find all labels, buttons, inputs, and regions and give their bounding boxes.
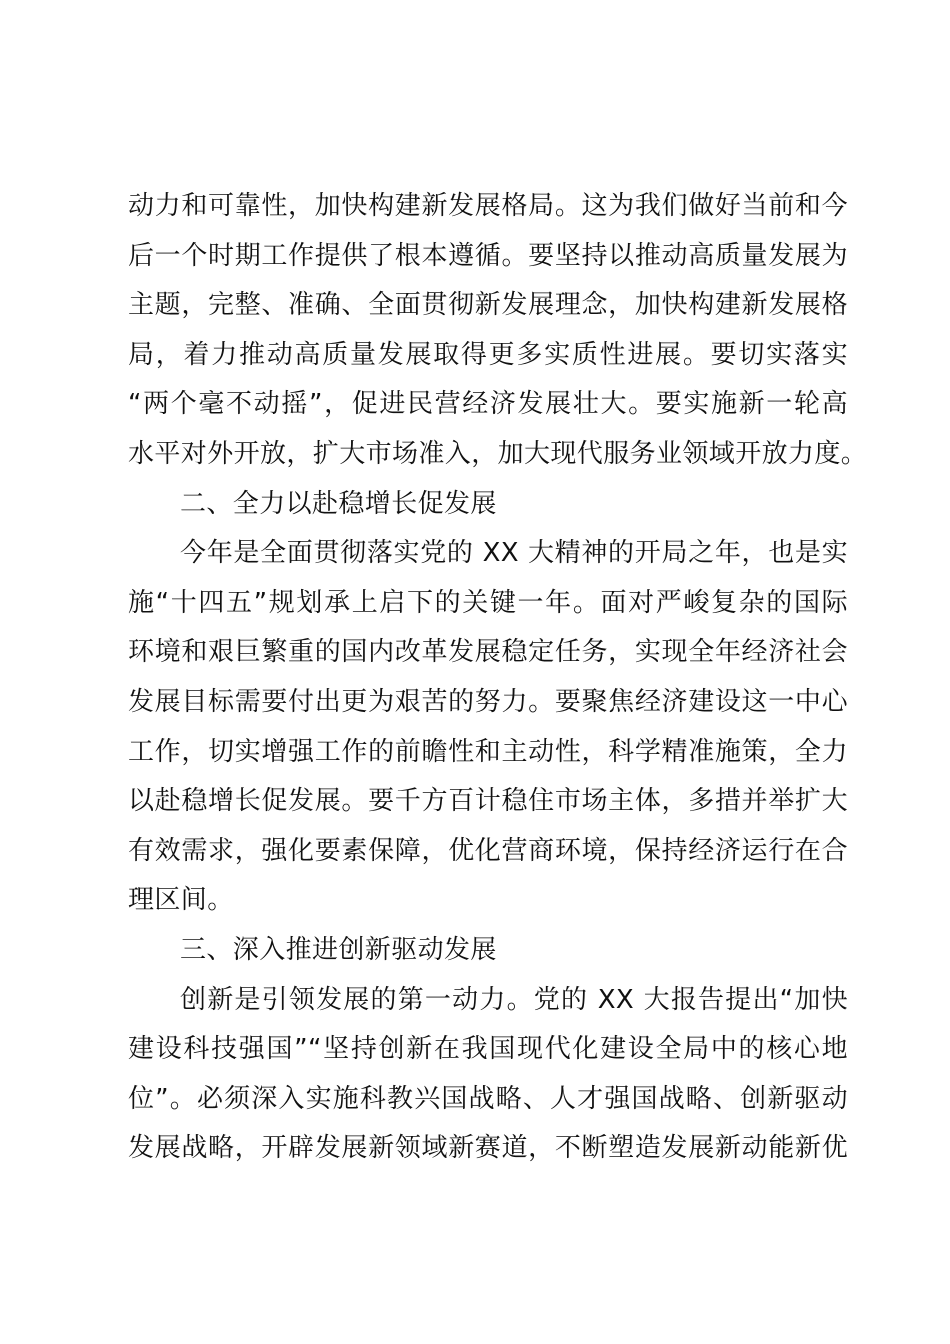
text-line: 环境和艰巨繁重的国内改革发展稳定任务，实现全年经济社会 bbox=[128, 637, 848, 668]
body-text bbox=[128, 182, 868, 1174]
text-line: 位”。必须深入实施科教兴国战略、人才强国战略、创新驱动 bbox=[128, 1083, 848, 1114]
text-line: 局，着力推动高质量发展取得更多实质性进展。要切实落实 bbox=[128, 339, 848, 370]
text-line: 以赴稳增长促发展。要千方百计稳住市场主体，多措并举扩大 bbox=[128, 786, 848, 817]
text-line: 水平对外开放，扩大市场准入，加大现代服务业领域开放力度。 bbox=[128, 438, 868, 469]
text-line: 施“十四五”规划承上启下的关键一年。面对严峻复杂的国际 bbox=[128, 587, 848, 618]
section-heading: 二、全力以赴稳增长促发展 bbox=[180, 488, 497, 519]
text-line: 创新是引领发展的第一动力。党的 XX 大报告提出“加快 bbox=[180, 984, 848, 1015]
text-line: 动力和可靠性，加快构建新发展格局。这为我们做好当前和今 bbox=[128, 191, 848, 221]
section-heading: 三、深入推进创新驱动发展 bbox=[180, 934, 497, 965]
text-line: 后一个时期工作提供了根本遵循。要坚持以推动高质量发展为 bbox=[128, 240, 848, 271]
text-line: 工作，切实增强工作的前瞻性和主动性，科学精准施策，全力 bbox=[128, 736, 848, 767]
text-line: 发展目标需要付出更为艰苦的努力。要聚焦经济建设这一中心 bbox=[128, 686, 848, 717]
text-line: 有效需求，强化要素保障，优化营商环境，保持经济运行在合 bbox=[128, 835, 848, 866]
text-line: “两个毫不动摇”，促进民营经济发展壮大。要实施新一轮高 bbox=[128, 389, 848, 420]
text-line: 主题，完整、准确、全面贯彻新发展理念，加快构建新发展格 bbox=[128, 290, 848, 321]
text-line: 建设科技强国”“坚持创新在我国现代化建设全局中的核心地 bbox=[128, 1034, 848, 1065]
text-line: 今年是全面贯彻落实党的 XX 大精神的开局之年，也是实 bbox=[180, 538, 848, 569]
text-line: 发展战略，开辟发展新领域新赛道，不断塑造发展新动能新优 bbox=[128, 1133, 848, 1164]
text-line: 理区间。 bbox=[128, 885, 234, 916]
